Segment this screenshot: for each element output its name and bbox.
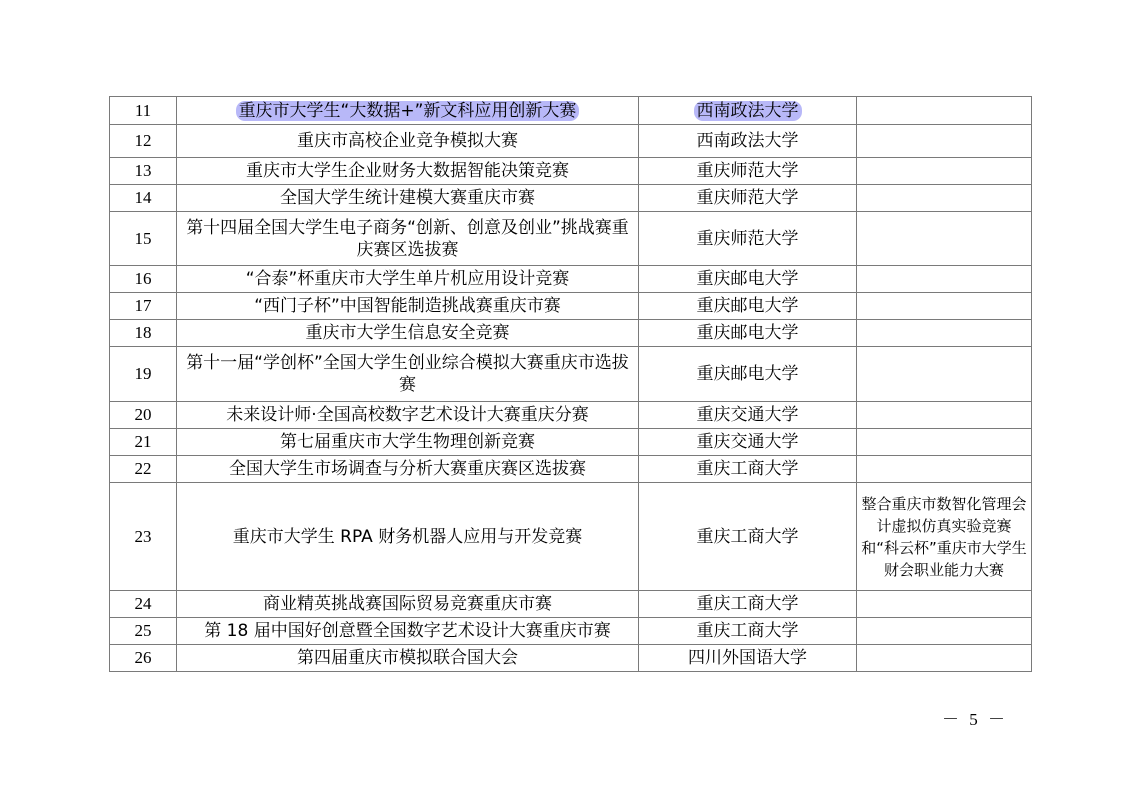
competition-name: 第十一届“学创杯”全国大学生创业综合模拟大赛重庆市选拔赛	[177, 347, 639, 402]
remark-cell	[857, 185, 1032, 212]
organizer-school: 重庆师范大学	[639, 212, 857, 266]
table-row	[110, 591, 1032, 618]
table-row	[110, 125, 1032, 158]
remark-cell	[857, 293, 1032, 320]
row-number: 25	[110, 618, 177, 645]
row-number: 15	[110, 212, 177, 266]
competition-name: 第 18 届中国好创意暨全国数字艺术设计大赛重庆市赛	[177, 618, 639, 645]
row-number: 26	[110, 645, 177, 672]
remark-cell	[857, 456, 1032, 483]
competition-name: 重庆市大学生 RPA 财务机器人应用与开发竞赛	[177, 483, 639, 591]
competition-name: 全国大学生统计建模大赛重庆市赛	[177, 185, 639, 212]
competition-name: 重庆市高校企业竞争模拟大赛	[177, 125, 639, 158]
organizer-school: 重庆交通大学	[639, 402, 857, 429]
competition-name: 重庆市大学生信息安全竞赛	[177, 320, 639, 347]
page-number: － 5 －	[942, 710, 1008, 729]
remark-cell	[857, 97, 1032, 125]
organizer-school: 重庆工商大学	[639, 618, 857, 645]
remark-cell	[857, 320, 1032, 347]
table-row	[110, 483, 1032, 591]
highlighted-text: 重庆市大学生“大数据+”新文科应用创新大赛	[236, 101, 580, 121]
row-number: 16	[110, 266, 177, 293]
row-number: 11	[110, 97, 177, 125]
organizer-school: 重庆工商大学	[639, 456, 857, 483]
remark-cell	[857, 645, 1032, 672]
remark-cell	[857, 212, 1032, 266]
row-number: 14	[110, 185, 177, 212]
competition-name: 全国大学生市场调查与分析大赛重庆赛区选拔赛	[177, 456, 639, 483]
competition-table	[109, 96, 1032, 672]
organizer-school: 重庆工商大学	[639, 483, 857, 591]
remark-cell	[857, 266, 1032, 293]
table-row	[110, 347, 1032, 402]
remark-cell	[857, 618, 1032, 645]
row-number: 13	[110, 158, 177, 185]
table-row	[110, 320, 1032, 347]
organizer-school: 重庆邮电大学	[639, 293, 857, 320]
table-row	[110, 645, 1032, 672]
table-row	[110, 402, 1032, 429]
row-number: 17	[110, 293, 177, 320]
remark-cell	[857, 402, 1032, 429]
organizer-school: 重庆交通大学	[639, 429, 857, 456]
organizer-school: 西南政法大学	[639, 125, 857, 158]
row-number: 18	[110, 320, 177, 347]
table-row	[110, 429, 1032, 456]
competition-name: “合泰”杯重庆市大学生单片机应用设计竞赛	[177, 266, 639, 293]
organizer-school: 重庆师范大学	[639, 185, 857, 212]
organizer-school: 重庆邮电大学	[639, 320, 857, 347]
table-row	[110, 293, 1032, 320]
table-row	[110, 97, 1032, 125]
table-row	[110, 266, 1032, 293]
organizer-school: 重庆师范大学	[639, 158, 857, 185]
organizer-school: 重庆工商大学	[639, 591, 857, 618]
row-number: 23	[110, 483, 177, 591]
competition-name: 第十四届全国大学生电子商务“创新、创意及创业”挑战赛重庆赛区选拔赛	[177, 212, 639, 266]
table-row	[110, 212, 1032, 266]
row-number: 24	[110, 591, 177, 618]
remark-cell	[857, 429, 1032, 456]
table-row	[110, 158, 1032, 185]
table-row	[110, 185, 1032, 212]
highlighted-text: 西南政法大学	[694, 101, 802, 121]
organizer-school: 重庆邮电大学	[639, 266, 857, 293]
remark-cell	[857, 347, 1032, 402]
row-number: 19	[110, 347, 177, 402]
competition-name: 未来设计师·全国高校数字艺术设计大赛重庆分赛	[177, 402, 639, 429]
table-row	[110, 618, 1032, 645]
competition-name: “西门子杯”中国智能制造挑战赛重庆市赛	[177, 293, 639, 320]
remark-cell	[857, 125, 1032, 158]
competition-name: 商业精英挑战赛国际贸易竞赛重庆市赛	[177, 591, 639, 618]
remark-cell	[857, 158, 1032, 185]
row-number: 22	[110, 456, 177, 483]
organizer-school	[639, 97, 857, 125]
remark-cell	[857, 591, 1032, 618]
organizer-school: 四川外国语大学	[639, 645, 857, 672]
row-number: 12	[110, 125, 177, 158]
competition-name: 重庆市大学生企业财务大数据智能决策竞赛	[177, 158, 639, 185]
organizer-school: 重庆邮电大学	[639, 347, 857, 402]
table-row	[110, 456, 1032, 483]
competition-name: 第四届重庆市模拟联合国大会	[177, 645, 639, 672]
competition-name	[177, 97, 639, 125]
row-number: 21	[110, 429, 177, 456]
competition-name: 第七届重庆市大学生物理创新竞赛	[177, 429, 639, 456]
remark-cell: 整合重庆市数智化管理会计虚拟仿真实验竞赛和“科云杯”重庆市大学生财会职业能力大赛	[857, 483, 1032, 591]
row-number: 20	[110, 402, 177, 429]
